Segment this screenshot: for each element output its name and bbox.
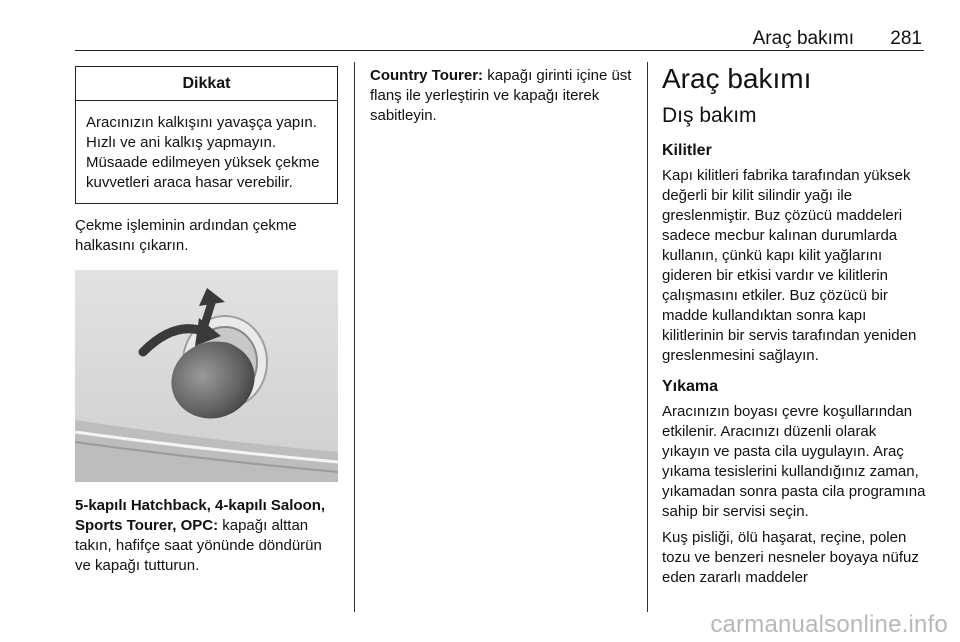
subheading-locks: Kilitler [662,142,712,159]
subheading-washing: Yıkama [662,378,719,395]
column-1 [75,66,338,576]
paragraph-locks: Kapı kilitleri fabrika tarafından yüksek değerli bir kilit silindir yağı ile greslenmiştir. Buz çözücü maddeleri sadece mecbur kalınan durumlarda kullanın, çünkü kapı kilit yağlarını gideren bir etkisi vardır ve kilitlerin çalışmasını etkiler. Buz çözücü bir madde kullandıktan sonra kapı kilitlerinin bir servis tarafından yeniden greslenmesini sağlayın. [662,167,917,364]
cover-photo [75,270,338,482]
paragraph-washing-2: Kuş pisliği, ölü haşarat, reçine, polen tozu ve benzeri nesneler boyaya nüfuz eden zararlı maddeler [662,529,919,586]
column-2 [370,66,632,126]
paragraph-washing-1: Aracınızın boyası çevre koşullarından etkilenir. Aracınızı düzenli olarak yıkayın ve pasta cila uygulayın. Araç yıkama tesislerini kullandığınız zaman, yıkamadan sonra pasta cila programına sahip bir servisi seçin. [662,403,926,520]
paragraph-country-tourer [370,66,632,126]
paragraph-remove-towing-eye: Çekme işleminin ardından çekme halkasını çıkarın. [75,217,297,254]
column-3 [662,62,927,588]
page-number: 281 [890,28,922,49]
chapter-heading: Araç bakımı [662,63,812,94]
country-tourer-text: kapağı girinti içine üst flanş ile yerleştirin ve kapağı iterek sabitleyin. [370,67,632,124]
country-tourer-label: Country Tourer: [370,67,484,84]
cover-install-illustration [75,270,338,482]
caption-hatchback-label: 5-kapılı Hatchback, 4-kapılı Saloon, Sports Tourer, OPC: [75,497,326,534]
watermark: carmanualsonline.info [710,611,948,638]
caution-title: Dikkat [76,67,337,101]
caption-hatchback [75,496,338,576]
caution-body: Aracınızın kalkışını yavaşça yapın. Hızlı ve ani kalkış yapmayın. Müsaade edilmeyen yüksek çekme kuvvetleri araca hasar verebilir. [86,114,320,191]
header-title: Araç bakımı [752,28,854,49]
caution-box [75,66,338,204]
column-divider-1 [354,62,355,612]
column-divider-2 [647,62,648,612]
caption-hatchback-text: kapağı alttan takın, hafifçe saat yönünde döndürün ve kapağı tutturun. [75,517,322,574]
section-heading: Dış bakım [662,104,757,127]
page-header [75,24,924,51]
